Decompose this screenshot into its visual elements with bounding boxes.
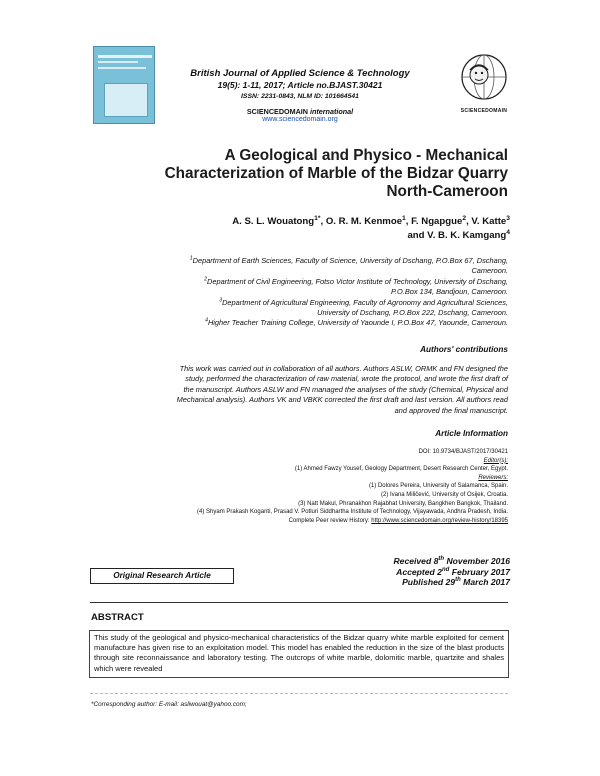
journal-cover-image: [93, 46, 155, 124]
section-divider: [90, 602, 508, 603]
affiliations: $^1$Department of Earth Sciences, Faculty of Science, University of Dschang, P.O.Box 67, Dschang, Cameroon. $^2$Department of Civil Engineering, Fotso Victor Institute of Technology, University of Dschang, P.O.Box 134, Bandjoun, Cameroon. $^3$Department of Agricultural Engineering, Faculty of Agronomy and Agricultural Sciences, University of Dschang, P.O.Box 222, Dschang, Cameroon. $^4$Higher Teacher Training College, University of Yaounde I, P.O.Box 47, Yaounde, Cameroun.: [90, 256, 508, 329]
corresponding-author-footnote: *Corresponding author: E-mail: asliwouat@yahoo.com;: [91, 701, 247, 708]
affiliation-item: $^2$Department of Civil Engineering, Fotso Victor Institute of Technology, University of Dschang,: [204, 276, 508, 286]
article-info-heading: Article Information: [435, 429, 508, 438]
reviewers-label: Reviewers:: [478, 474, 508, 481]
author-name: V. B. K. Kamgang: [427, 230, 507, 241]
journal-issn: ISSN: 2231-0843, NLM ID: 101664541: [241, 93, 359, 100]
received-date: Received 8th November 2016: [393, 556, 510, 566]
paper-title: A Geological and Physico - Mechanical Characterization of Marble of the Bidzar Quarry North-Cameroon: [164, 147, 508, 200]
article-type-badge: Original Research Article: [90, 568, 234, 584]
accepted-date: Accepted 2nd February 2017: [396, 566, 510, 577]
author-name: F. Ngapgue: [411, 216, 463, 227]
abstract-box: [89, 630, 509, 678]
publisher-logo-icon: [455, 50, 513, 110]
affiliation-item: $^4$Higher Teacher Training College, University of Yaounde I, P.O.Box 47, Yaounde, Cameroun.: [205, 317, 508, 328]
review-history: Complete Peer review History: http://www.sciencedomain.org/review-history/18395: [288, 517, 508, 524]
reviewer-item: (3) Natt Makul, Phranakhon Rajabhat University, Bangkhen Bangkok, Thailand.: [298, 500, 508, 507]
author-name: A. S. L. Wouatong: [232, 216, 315, 227]
journal-title: British Journal of Applied Science & Technology: [190, 68, 410, 79]
journal-reference: 19(5): 1-11, 2017; Article no.BJAST.30421: [217, 80, 383, 90]
reviewer-item: (2) Ivana Miličević, University of Osijek, Croatia.: [380, 491, 508, 498]
author-name: V. Katte: [471, 216, 507, 227]
reviewer-item: (4) Shyam Prakash Koganti, Prasad V. Potluri Siddhartha Institute of Technology, Vijayawada, Andhra Pradesh, India.: [197, 509, 508, 516]
footnote-divider: [90, 693, 508, 694]
article-info: [100, 448, 508, 525]
affiliation-item: $^1$Department of Earth Sciences, Faculty of Science, University of Dschang, P.O.Box 67, Dschang,: [189, 255, 508, 265]
publisher-name: SCIENCEDOMAIN international: [246, 107, 354, 116]
contributions-text: This work was carried out in collaboration of all authors. Authors ASLW, ORMK and FN designed the study, performed the characterization of raw material, wrote the protocol, and wrote the first draft of the manuscript. Authors ASLW and FN managed the analyses of the study (Chemical, Physical and Mechanical analysis). Authors VK and VBKK corrected the first draft and last version. All authors read and approved the final manuscript.: [176, 364, 508, 415]
contributions-heading: Authors' contributions: [420, 345, 508, 354]
published-date: Published 29th March 2017: [402, 577, 510, 588]
publisher-website-link[interactable]: www.sciencedomain.org: [262, 116, 338, 123]
editor-label: Editor(s):: [483, 457, 508, 464]
publisher-logo-label: SCIENCEDOMAIN: [460, 108, 508, 114]
review-history-link[interactable]: http://www.sciencedomain.org/review-history/18395: [371, 517, 508, 524]
publication-dates: [330, 556, 510, 588]
editor-item: (1) Ahmed Fawzy Yousef, Geology Department, Desert Research Center, Egypt.: [294, 466, 508, 473]
reviewer-item: (1) Dolores Pereira, University of Salamanca, Spain.: [368, 483, 508, 490]
abstract-text: This study of the geological and physico-mechanical characteristics of the Bidzar quarry white marble exploited for cement manufacture has given rise to an exploitation model. This model has enabled the reduction in the size of the blast products through site reconnaissance and laboratory testing. The outcrops of white marble, dolomitic marble, quartzite and shales which were revealed: [94, 633, 504, 673]
abstract-heading: ABSTRACT: [91, 612, 144, 623]
doi: DOI: 10.9734/BJAST/2017/30421: [418, 449, 508, 455]
journal-header: [160, 68, 440, 123]
affiliation-item: $^3$Department of Agricultural Engineering, Faculty of Agronomy and Agricultural Sciences,: [219, 297, 508, 307]
author-name: O. R. M. Kenmoe: [325, 216, 403, 227]
author-list: A. S. L. Wouatong$^{1*}$, O. R. M. Kenmoe$^1$, F. Ngapgue$^2$, V. Katte$^3$ and V. B. K. Kamgang$^4$: [232, 214, 510, 241]
